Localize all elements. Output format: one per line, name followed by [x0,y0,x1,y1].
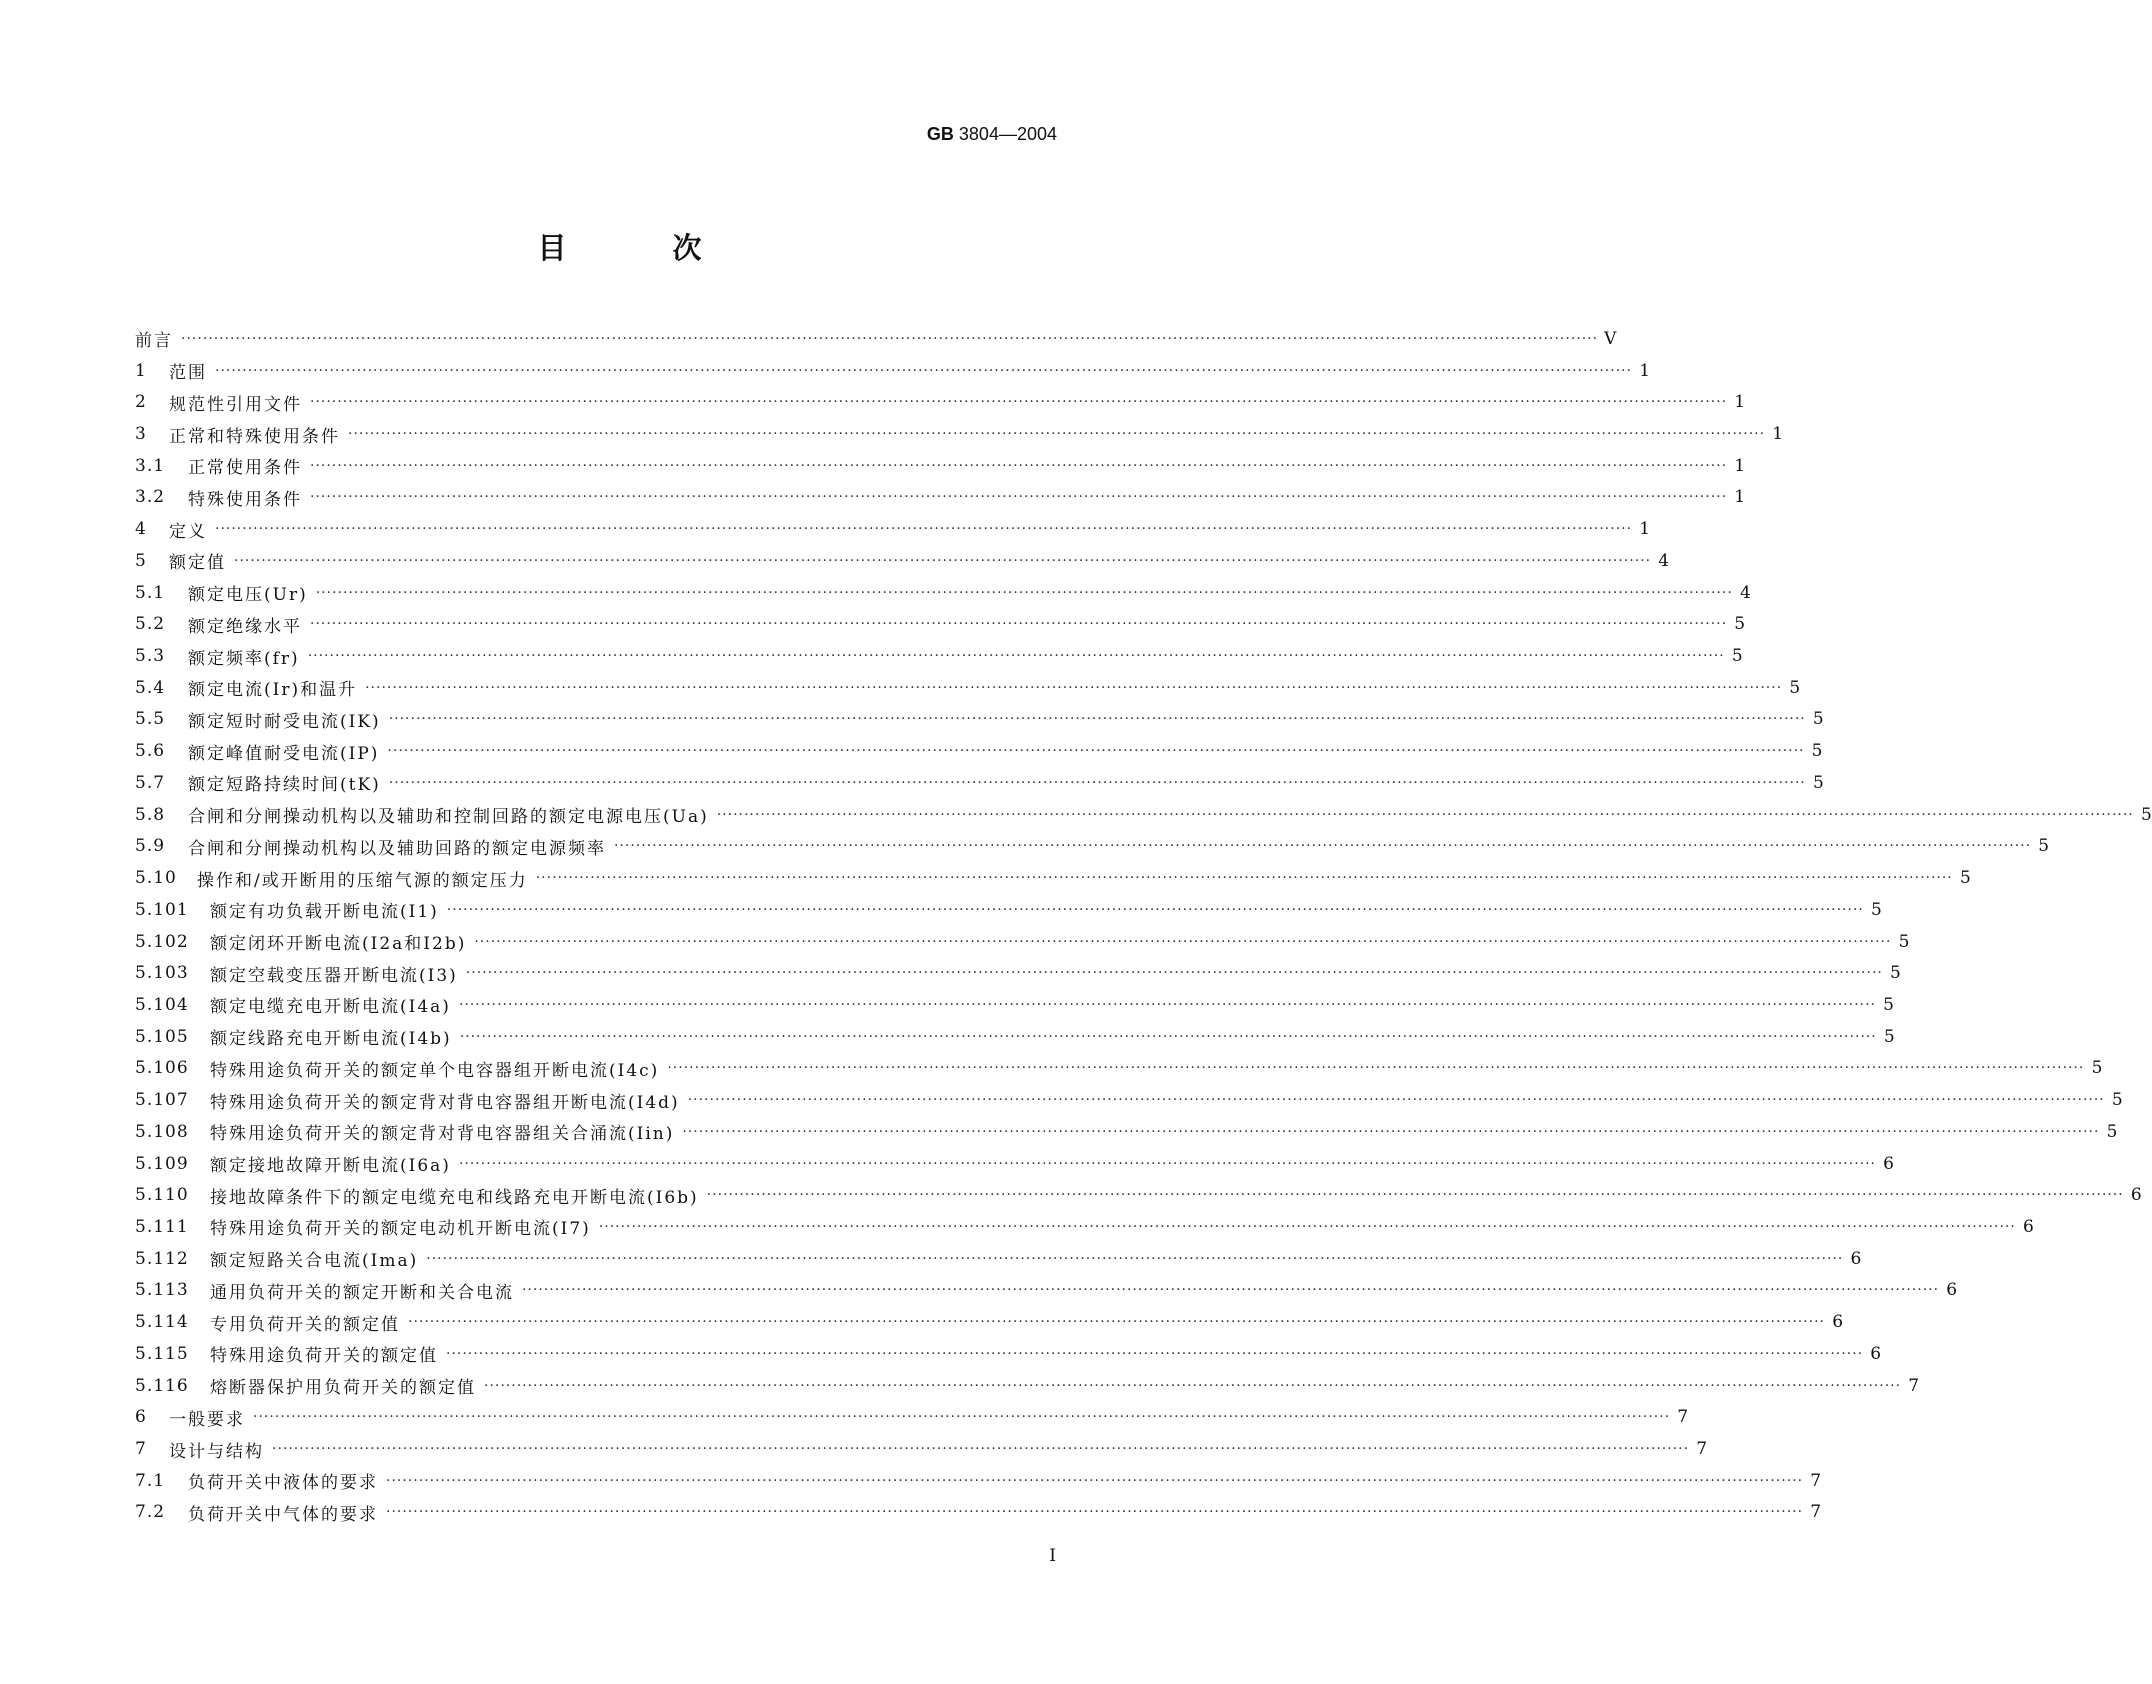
toc-entry-page: 5 [2038,836,2050,857]
standard-prefix: GB [926,124,954,144]
toc-leader-dots: ···································································································································································································································································· [446,1345,1864,1362]
toc-entry[interactable] [135,418,1784,450]
toc-entry[interactable] [135,1179,2142,1211]
toc-entry-page: 6 [2130,1185,2142,1206]
toc-entry[interactable] [135,386,1746,418]
toc-entry-label: 范围 [169,363,207,384]
toc-entry-number: 5.8 [135,804,166,825]
toc-entry-number: 5.5 [135,709,166,730]
toc-entry[interactable] [135,989,1894,1021]
toc-entry-page: 6 [1870,1343,1882,1364]
toc-entry[interactable] [135,1116,2118,1148]
toc-entry-label: 额定接地故障开断电流(I6a) [210,1156,451,1177]
toc-leader-dots: ···································································································································································································································································· [310,489,1728,506]
toc-entry-number: 5.108 [135,1121,189,1142]
toc-leader-dots: ···································································································································································································································································· [484,1377,1902,1394]
toc-entry-label: 额定电缆充电开断电流(I4a) [210,997,451,1018]
toc-entry-page: 6 [1850,1248,1862,1269]
toc-entry-number: 5.2 [135,614,166,635]
toc-entry[interactable] [135,862,1971,894]
toc-entry[interactable] [135,1465,1822,1497]
toc-entry-number: 5.1 [135,582,166,603]
toc-entry[interactable] [135,926,1910,958]
toc-leader-dots: ···································································································································································································································································· [272,1441,1690,1458]
toc-leader-dots: ···································································································································································································································································· [234,552,1652,569]
toc-entry-page: 7 [1696,1439,1708,1460]
toc-entry-number: 5.4 [135,677,166,698]
toc-entry[interactable] [135,482,1746,514]
toc-entry-page: 7 [1677,1407,1689,1428]
toc-entry-number: 5.3 [135,646,166,667]
toc-entry-page: 5 [1813,772,1824,793]
toc-entry-page: 5 [1959,868,1971,889]
toc-leader-dots: ···································································································································································································································································· [458,996,1876,1013]
toc-entry-label: 一般要求 [169,1409,245,1430]
toc-entry-number: 5.111 [135,1216,189,1237]
toc-entry-number: 3.2 [135,487,166,508]
standard-code: 3804—2004 [958,124,1057,144]
toc-leader-dots: ···································································································································································································································································· [535,870,1953,887]
toc-entry-number: 5.104 [135,994,189,1015]
toc-entry[interactable] [135,767,1824,799]
toc-entry-label: 前言 [135,331,173,352]
toc-entry[interactable] [135,704,1824,736]
toc-entry[interactable] [135,545,1670,577]
toc-entry-page: 7 [1908,1375,1920,1396]
toc-entry[interactable] [135,957,1901,989]
toc-leader-dots: ···································································································································································································································································· [215,362,1633,379]
toc-entry-label: 特殊使用条件 [188,489,302,510]
toc-entry[interactable] [135,577,1751,609]
toc-entry[interactable] [135,640,1743,672]
toc-entry-page: 5 [2140,804,2152,825]
toc-entry-page: 6 [1946,1280,1958,1301]
toc-entry-label: 操作和/或开断用的压缩气源的额定压力 [197,870,528,891]
toc-entry-page: 1 [1639,519,1651,540]
toc-entry-page: 6 [1832,1312,1844,1333]
toc-leader-dots: ···································································································································································································································································· [522,1282,1940,1299]
toc-entry[interactable] [135,1084,2123,1116]
toc-entry-label: 额定绝缘水平 [188,616,302,637]
toc-entry-number: 5.112 [135,1248,189,1269]
toc-entry-page: 1 [1734,455,1746,476]
toc-entry-number: 3.1 [135,455,166,476]
toc-entry-label: 设计与结构 [169,1441,264,1462]
toc-leader-dots: ···································································································································································································································································· [181,330,1599,347]
table-of-contents [135,323,2152,1528]
toc-entry-page: 5 [1731,646,1743,667]
toc-leader-dots: ···································································································································································································································································· [215,521,1633,538]
toc-entry-number: 7 [135,1439,147,1460]
toc-entry[interactable] [135,1338,1882,1370]
toc-entry[interactable] [135,323,1617,355]
toc-entry-number: 5.103 [135,963,189,984]
toc-entry-label: 规范性引用文件 [169,394,302,415]
toc-leader-dots: ···································································································································································································································································· [716,806,2134,823]
toc-entry-label: 合闸和分闸操动机构以及辅助回路的额定电源频率 [188,838,606,859]
toc-entry-label: 特殊用途负荷开关的额定值 [210,1346,438,1367]
toc-leader-dots: ···································································································································································································································································· [682,1123,2100,1140]
toc-leader-dots: ···································································································································································································································································· [598,1218,2016,1235]
toc-entry-label: 特殊用途负荷开关的额定单个电容器组开断电流(I4c) [210,1060,660,1081]
toc-leader-dots: ···································································································································································································································································· [388,774,1806,791]
toc-leader-dots: ···································································································································································································································································· [348,426,1766,443]
toc-entry-page: 4 [1739,582,1751,603]
toc-entry-page: 6 [2023,1216,2034,1237]
toc-entry-label: 额定闭环开断电流(I2a和I2b) [210,934,467,955]
toc-entry[interactable] [135,735,1823,767]
toc-entry-page: 4 [1658,550,1670,571]
toc-entry-label: 通用负荷开关的额定开断和关合电流 [210,1282,514,1303]
toc-entry-page: 5 [1812,709,1824,730]
toc-leader-dots: ···································································································································································································································································· [614,838,2032,855]
toc-entry-label: 特殊用途负荷开关的额定电动机开断电流(I7) [210,1219,591,1240]
toc-entry[interactable] [135,1275,1958,1307]
toc-entry-number: 2 [135,392,147,413]
toc-entry-page: 5 [1883,1026,1895,1047]
toc-entry-page: 5 [1789,677,1801,698]
toc-entry-number: 7.2 [135,1502,166,1523]
toc-entry-label: 额定短路关合电流(Ima) [210,1251,419,1272]
toc-entry-number: 5.6 [135,741,166,762]
toc-entry-label: 额定短路持续时间(tK) [188,775,381,796]
toc-entry[interactable] [135,513,1651,545]
toc-leader-dots: ···································································································································································································································································· [388,711,1806,728]
toc-entry-number: 5.114 [135,1312,189,1333]
toc-entry-label: 特殊用途负荷开关的额定背对背电容器组关合涌流(Iin) [210,1124,675,1145]
toc-entry-page: 5 [1890,963,1901,984]
toc-leader-dots: ···································································································································································································································································· [315,584,1733,601]
toc-leader-dots: ···································································································································································································································································· [307,648,1725,665]
toc-entry-number: 5.101 [135,899,189,920]
toc-entry-number: 3 [135,424,147,445]
toc-entry[interactable] [135,1211,2034,1243]
toc-entry-number: 5.107 [135,1090,189,1111]
toc-entry-label: 额定线路充电开断电流(I4b) [210,1029,452,1050]
toc-entry-page: 7 [1810,1502,1822,1523]
toc-entry-page: 1 [1734,392,1746,413]
toc-entry-page: 5 [1883,994,1894,1015]
toc-leader-dots: ···································································································································································································································································· [310,616,1728,633]
toc-leader-dots: ···································································································································································································································································· [465,965,1883,982]
toc-entry-page: V [1604,328,1617,349]
toc-leader-dots: ···································································································································································································································································· [310,394,1728,411]
toc-entry[interactable] [135,799,2152,831]
toc-entry-label: 定义 [169,521,207,542]
toc-entry-number: 1 [135,360,147,381]
toc-entry-label: 额定电流(Ir)和温升 [188,680,358,701]
toc-entry[interactable] [135,1021,1895,1053]
toc-entry-number: 5.116 [135,1375,189,1396]
toc-leader-dots: ···································································································································································································································································· [459,1028,1877,1045]
toc-entry-label: 负荷开关中气体的要求 [188,1504,378,1525]
toc-entry[interactable] [135,831,2050,863]
toc-entry-number: 5.106 [135,1058,189,1079]
toc-leader-dots: ···································································································································································································································································· [310,457,1728,474]
toc-leader-dots: ···································································································································································································································································· [446,901,1864,918]
toc-entry[interactable] [135,1306,1844,1338]
toc-entry[interactable] [135,894,1882,926]
toc-entry-label: 额定值 [169,553,226,574]
toc-leader-dots: ···································································································································································································································································· [426,1250,1844,1267]
toc-entry-number: 5.113 [135,1280,189,1301]
toc-entry-label: 额定峰值耐受电流(IP) [188,743,380,764]
toc-entry[interactable] [135,450,1746,482]
toc-entry-label: 额定电压(Ur) [188,585,308,606]
toc-entry-number: 7.1 [135,1470,166,1491]
toc-entry-page: 5 [2111,1090,2123,1111]
toc-entry-number: 5.10 [135,868,177,889]
toc-entry-page: 1 [1772,424,1784,445]
toc-entry-label: 额定空载变压器开断电流(I3) [210,965,458,986]
toc-entry-number: 5.109 [135,1153,189,1174]
toc-entry-label: 特殊用途负荷开关的额定背对背电容器组开断电流(I4d) [210,1092,680,1113]
toc-leader-dots: ···································································································································································································································································· [387,743,1805,760]
toc-entry-page: 5 [2091,1058,2103,1079]
toc-entry[interactable] [135,1243,1862,1275]
toc-entry-label: 接地故障条件下的额定电缆充电和线路充电开断电流(I6b) [210,1187,699,1208]
toc-entry-label: 正常和特殊使用条件 [169,426,340,447]
toc-entry[interactable] [135,355,1651,387]
toc-entry-number: 5.9 [135,836,166,857]
toc-entry-page: 1 [1639,360,1651,381]
toc-entry[interactable] [135,1370,1920,1402]
toc-leader-dots: ···································································································································································································································································· [458,1155,1876,1172]
toc-leader-dots: ···································································································································································································································································· [365,679,1783,696]
toc-entry-label: 专用负荷开关的额定值 [210,1314,400,1335]
toc-entry[interactable] [135,1148,1894,1180]
toc-leader-dots: ···································································································································································································································································· [706,1187,2124,1204]
toc-entry[interactable] [135,1053,2103,1085]
toc-entry-page: 5 [1811,741,1823,762]
toc-entry-label: 额定有功负载开断电流(I1) [210,902,439,923]
toc-entry[interactable] [135,1497,1822,1529]
toc-entry[interactable] [135,1401,1689,1433]
toc-entry-number: 5.105 [135,1026,189,1047]
toc-entry-page: 5 [1871,899,1882,920]
toc-entry-label: 熔断器保护用负荷开关的额定值 [210,1378,476,1399]
toc-entry-number: 4 [135,519,147,540]
toc-entry-label: 额定频率(fr) [188,648,300,669]
page-number: I [1049,1546,1056,1566]
toc-entry-number: 6 [135,1407,147,1428]
toc-entry-number: 5.102 [135,931,189,952]
toc-entry-page: 5 [2106,1121,2118,1142]
toc-entry-label: 合闸和分闸操动机构以及辅助和控制回路的额定电源电压(Ua) [188,807,709,828]
toc-entry[interactable] [135,1433,1708,1465]
toc-entry-page: 5 [1734,614,1746,635]
toc-entry-number: 5.7 [135,772,166,793]
toc-entry[interactable] [135,672,1801,704]
toc-entry-number: 5.110 [135,1185,189,1206]
toc-leader-dots: ···································································································································································································································································· [386,1504,1804,1521]
toc-leader-dots: ···································································································································································································································································· [687,1092,2105,1109]
toc-entry-page: 1 [1734,487,1746,508]
toc-entry-number: 5 [135,550,147,571]
toc-entry-label: 正常使用条件 [188,458,302,479]
toc-entry-label: 额定短时耐受电流(IK) [188,711,381,732]
toc-leader-dots: ···································································································································································································································································· [253,1409,1671,1426]
toc-leader-dots: ···································································································································································································································································· [408,1314,1826,1331]
toc-entry-page: 5 [1898,931,1910,952]
toc-leader-dots: ···································································································································································································································································· [667,1060,2085,1077]
toc-leader-dots: ···································································································································································································································································· [474,933,1892,950]
page-title: 目 次 [537,231,750,265]
toc-entry-label: 负荷开关中液体的要求 [188,1473,378,1494]
toc-entry[interactable] [135,608,1746,640]
toc-entry-number: 5.115 [135,1343,189,1364]
toc-entry-page: 7 [1810,1470,1822,1491]
toc-leader-dots: ···································································································································································································································································· [386,1472,1804,1489]
standard-number [927,124,1057,145]
toc-entry-page: 6 [1883,1153,1894,1174]
